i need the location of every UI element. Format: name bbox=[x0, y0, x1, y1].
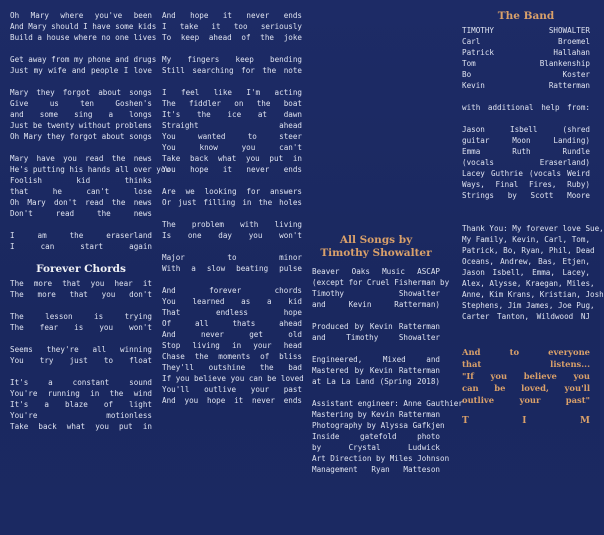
band-line: Emma Ruth Rundle bbox=[462, 147, 590, 156]
lyric-line: I can start again bbox=[10, 242, 152, 251]
band-line: Jason Isbell (shred bbox=[462, 125, 590, 134]
band-column bbox=[462, 10, 604, 427]
lyric-line: The more that you don't bbox=[10, 290, 152, 299]
spacer bbox=[10, 366, 152, 377]
lyric-line: Chase the moments of bliss bbox=[162, 352, 302, 361]
credits-column bbox=[312, 10, 463, 475]
lyric-line: You learned as a kid bbox=[162, 297, 302, 306]
lyric-line: And forever chords bbox=[162, 286, 302, 295]
spacer bbox=[462, 212, 590, 223]
lyric-line: Still searching for the note bbox=[162, 66, 302, 75]
band-line: Ways, Final Fires, Ruby) bbox=[462, 180, 590, 189]
lyric-line: If you believe you can be loved bbox=[162, 374, 304, 383]
spacer bbox=[10, 219, 152, 230]
spacer bbox=[462, 201, 590, 212]
closing-line: outlive your past" bbox=[462, 395, 590, 405]
lyric-line: And Mary should I have some kids bbox=[10, 22, 157, 31]
band-line: with additional help from: bbox=[462, 103, 590, 112]
spacer bbox=[10, 43, 152, 54]
spacer bbox=[10, 142, 152, 153]
band-line: Stephens, Jim James, Joe Pug, bbox=[462, 301, 595, 310]
lyric-line: My fingers keep bending bbox=[162, 55, 302, 64]
spacer bbox=[312, 310, 440, 321]
credit-line: (except for Cruel Fisherman by bbox=[312, 278, 450, 287]
lyric-line: And never get old bbox=[162, 330, 302, 339]
lyric-line: You hope it never ends bbox=[162, 165, 302, 174]
band-line: My Family, Kevin, Carl, Tom, bbox=[462, 235, 591, 244]
lyric-line: Take back what you put in bbox=[10, 422, 152, 431]
spacer bbox=[162, 208, 302, 219]
lyric-line: And hope it never ends bbox=[162, 11, 302, 20]
spacer bbox=[162, 175, 302, 186]
lyric-line: Of all thats ahead bbox=[162, 319, 302, 328]
lyric-line: I am the eraserland bbox=[10, 231, 152, 240]
signature: T I M bbox=[462, 416, 590, 426]
lyric-line: You know you can't bbox=[162, 143, 302, 152]
spacer bbox=[162, 274, 302, 285]
lyric-line: Oh Mary they forgot about songs bbox=[10, 132, 152, 141]
credit-line: Inside gatefold photo bbox=[312, 432, 440, 441]
credit-line: Mastered by Kevin Ratterman bbox=[312, 366, 440, 375]
credit-line: Timothy Showalter bbox=[312, 289, 440, 298]
band-line: Bo Koster bbox=[462, 70, 590, 79]
section-heading-forever-chords: Forever Chords bbox=[36, 263, 126, 275]
lyric-line: It's a blaze of light bbox=[10, 400, 152, 409]
spacer bbox=[312, 10, 440, 234]
lyric-line: Take back what you put in bbox=[162, 154, 302, 163]
band-line: Lacey Guthrie (vocals Weird bbox=[462, 169, 590, 178]
lyric-line: Just be twenty without problems bbox=[10, 121, 152, 130]
band-line: Patrick Hallahan bbox=[462, 48, 590, 57]
credit-line: Mastering by Kevin Ratterman bbox=[312, 410, 441, 419]
credit-line: Art Direction by Miles Johnson bbox=[312, 454, 450, 463]
lyric-line: I take it too seriously bbox=[162, 22, 302, 31]
lyric-line: Oh Mary where you've been bbox=[10, 11, 152, 20]
closing-line: And to everyone bbox=[462, 347, 590, 357]
lyric-line: The problem with living bbox=[162, 220, 302, 229]
band-line: Jason Isbell, Emma, Lacey, bbox=[462, 268, 590, 277]
lyric-line: I feel like I'm acting bbox=[162, 88, 302, 97]
spacer bbox=[162, 43, 302, 54]
lyric-line: Stop living in your head bbox=[162, 341, 302, 350]
band-line: Thank You: My forever love Sue, bbox=[462, 224, 604, 233]
spacer bbox=[10, 333, 152, 344]
band-line: Patrick, Bo, Ryan, Phil, Dead bbox=[462, 246, 595, 255]
lyric-line: It's the ice at dawn bbox=[162, 110, 302, 119]
band-line: Carter Tanton, Wildwood NJ bbox=[462, 312, 590, 321]
lyric-line: You try just to float bbox=[10, 356, 152, 365]
lyric-line: The more that you hear it bbox=[10, 279, 152, 288]
spacer bbox=[462, 91, 590, 102]
spacer bbox=[462, 113, 590, 124]
lyric-line: Give us ten Goshen's bbox=[10, 99, 152, 108]
lyric-line: Is one day you won't bbox=[162, 231, 302, 240]
lyric-line: Don't read the news bbox=[10, 209, 152, 218]
lyric-line: You're running in the wind bbox=[10, 389, 152, 398]
band-line: guitar Moon Landing) bbox=[462, 136, 590, 145]
band-line: Carl Broemel bbox=[462, 37, 590, 46]
closing-message bbox=[462, 346, 590, 406]
band-line: Tom Blankenship bbox=[462, 59, 590, 68]
lyric-line: You wanted to steer bbox=[162, 132, 302, 141]
lyric-line: Just my wife and people I love bbox=[10, 66, 152, 75]
closing-line: can be loved, you'll bbox=[462, 383, 590, 393]
lyric-line: Mary have you read the news bbox=[10, 154, 152, 163]
band-line: Alex, Alysse, Kraegan, Miles, bbox=[462, 279, 595, 288]
credit-line: and Timothy Showalter bbox=[312, 333, 440, 342]
spacer bbox=[312, 387, 440, 398]
lyric-line: You're motionless bbox=[10, 411, 152, 420]
band-line: TIMOTHY SHOWALTER bbox=[462, 26, 590, 35]
credit-line: Beaver Oaks Music ASCAP bbox=[312, 267, 440, 276]
credit-line: Photography by Alyssa Gafkjen bbox=[312, 421, 445, 430]
lyrics-column-1 bbox=[10, 10, 171, 432]
credit-line: Engineered, Mixed and bbox=[312, 355, 440, 364]
lyric-line: The lesson is trying bbox=[10, 312, 152, 321]
lyrics-column-2 bbox=[162, 10, 302, 406]
lyric-line: Seems they're all winning bbox=[10, 345, 152, 354]
lyric-line: And you hope it never ends bbox=[162, 396, 302, 405]
credits-heading: All Songs by bbox=[339, 234, 413, 246]
lyric-line: Oh Mary don't read the news bbox=[10, 198, 152, 207]
lyric-line: Foolish kid thinks bbox=[10, 176, 152, 185]
lyric-line: Or just filling in the holes bbox=[162, 198, 302, 207]
spacer bbox=[162, 76, 302, 87]
lyric-line: The fiddler on the boat bbox=[162, 99, 302, 108]
lyric-line: They'll outshine the bad bbox=[162, 363, 302, 372]
spacer bbox=[162, 241, 302, 252]
credit-line: Produced by Kevin Ratterman bbox=[312, 322, 440, 331]
credit-line: Assistant engineer: Anne Gauthier bbox=[312, 399, 463, 408]
lyric-line: He's putting his hands all over you bbox=[10, 165, 171, 174]
lyric-line: that he can't lose bbox=[10, 187, 152, 196]
spacer bbox=[10, 76, 152, 87]
credits-heading: Timothy Showalter bbox=[320, 247, 432, 259]
band-heading: The Band bbox=[497, 10, 555, 22]
lyric-line: Build a house where no one lives bbox=[10, 33, 157, 42]
lyric-line: Mary they forgot about songs bbox=[10, 88, 152, 97]
band-line: Kevin Ratterman bbox=[462, 81, 590, 90]
lyric-line: Straight ahead bbox=[162, 121, 302, 130]
lyric-line: That endless hope bbox=[162, 308, 302, 317]
band-line: Strings by Scott Moore bbox=[462, 191, 590, 200]
spacer bbox=[10, 300, 152, 311]
band-line: (vocals Eraserland) bbox=[462, 158, 590, 167]
lyric-line: The fear is you won't bbox=[10, 323, 152, 332]
lyric-line: To keep ahead of the joke bbox=[162, 33, 302, 42]
lyric-line: You'll outlive your past bbox=[162, 385, 302, 394]
credit-line: at La La Land (Spring 2018) bbox=[312, 377, 440, 386]
closing-line: "If you believe you bbox=[462, 371, 590, 381]
lyric-line: Get away from my phone and drugs bbox=[10, 55, 157, 64]
spacer bbox=[312, 343, 440, 354]
lyric-line: With a slow beating pulse bbox=[162, 264, 302, 273]
band-line: Oceans, Andrew, Bas, Etjen, bbox=[462, 257, 590, 266]
band-line: Anne, Kim Krans, Kristian, Josh bbox=[462, 290, 604, 299]
lyric-line: and some sing a longs bbox=[10, 110, 152, 119]
credit-line: Management Ryan Matteson bbox=[312, 465, 440, 474]
lyric-line: Major to minor bbox=[162, 253, 302, 262]
credit-line: and Kevin Ratterman) bbox=[312, 300, 440, 309]
credit-line: by Crystal Ludwick bbox=[312, 443, 440, 452]
lyric-line: Are we looking for answers bbox=[162, 187, 302, 196]
closing-line: that listens... bbox=[462, 359, 590, 369]
lyric-line: It's a constant sound bbox=[10, 378, 152, 387]
